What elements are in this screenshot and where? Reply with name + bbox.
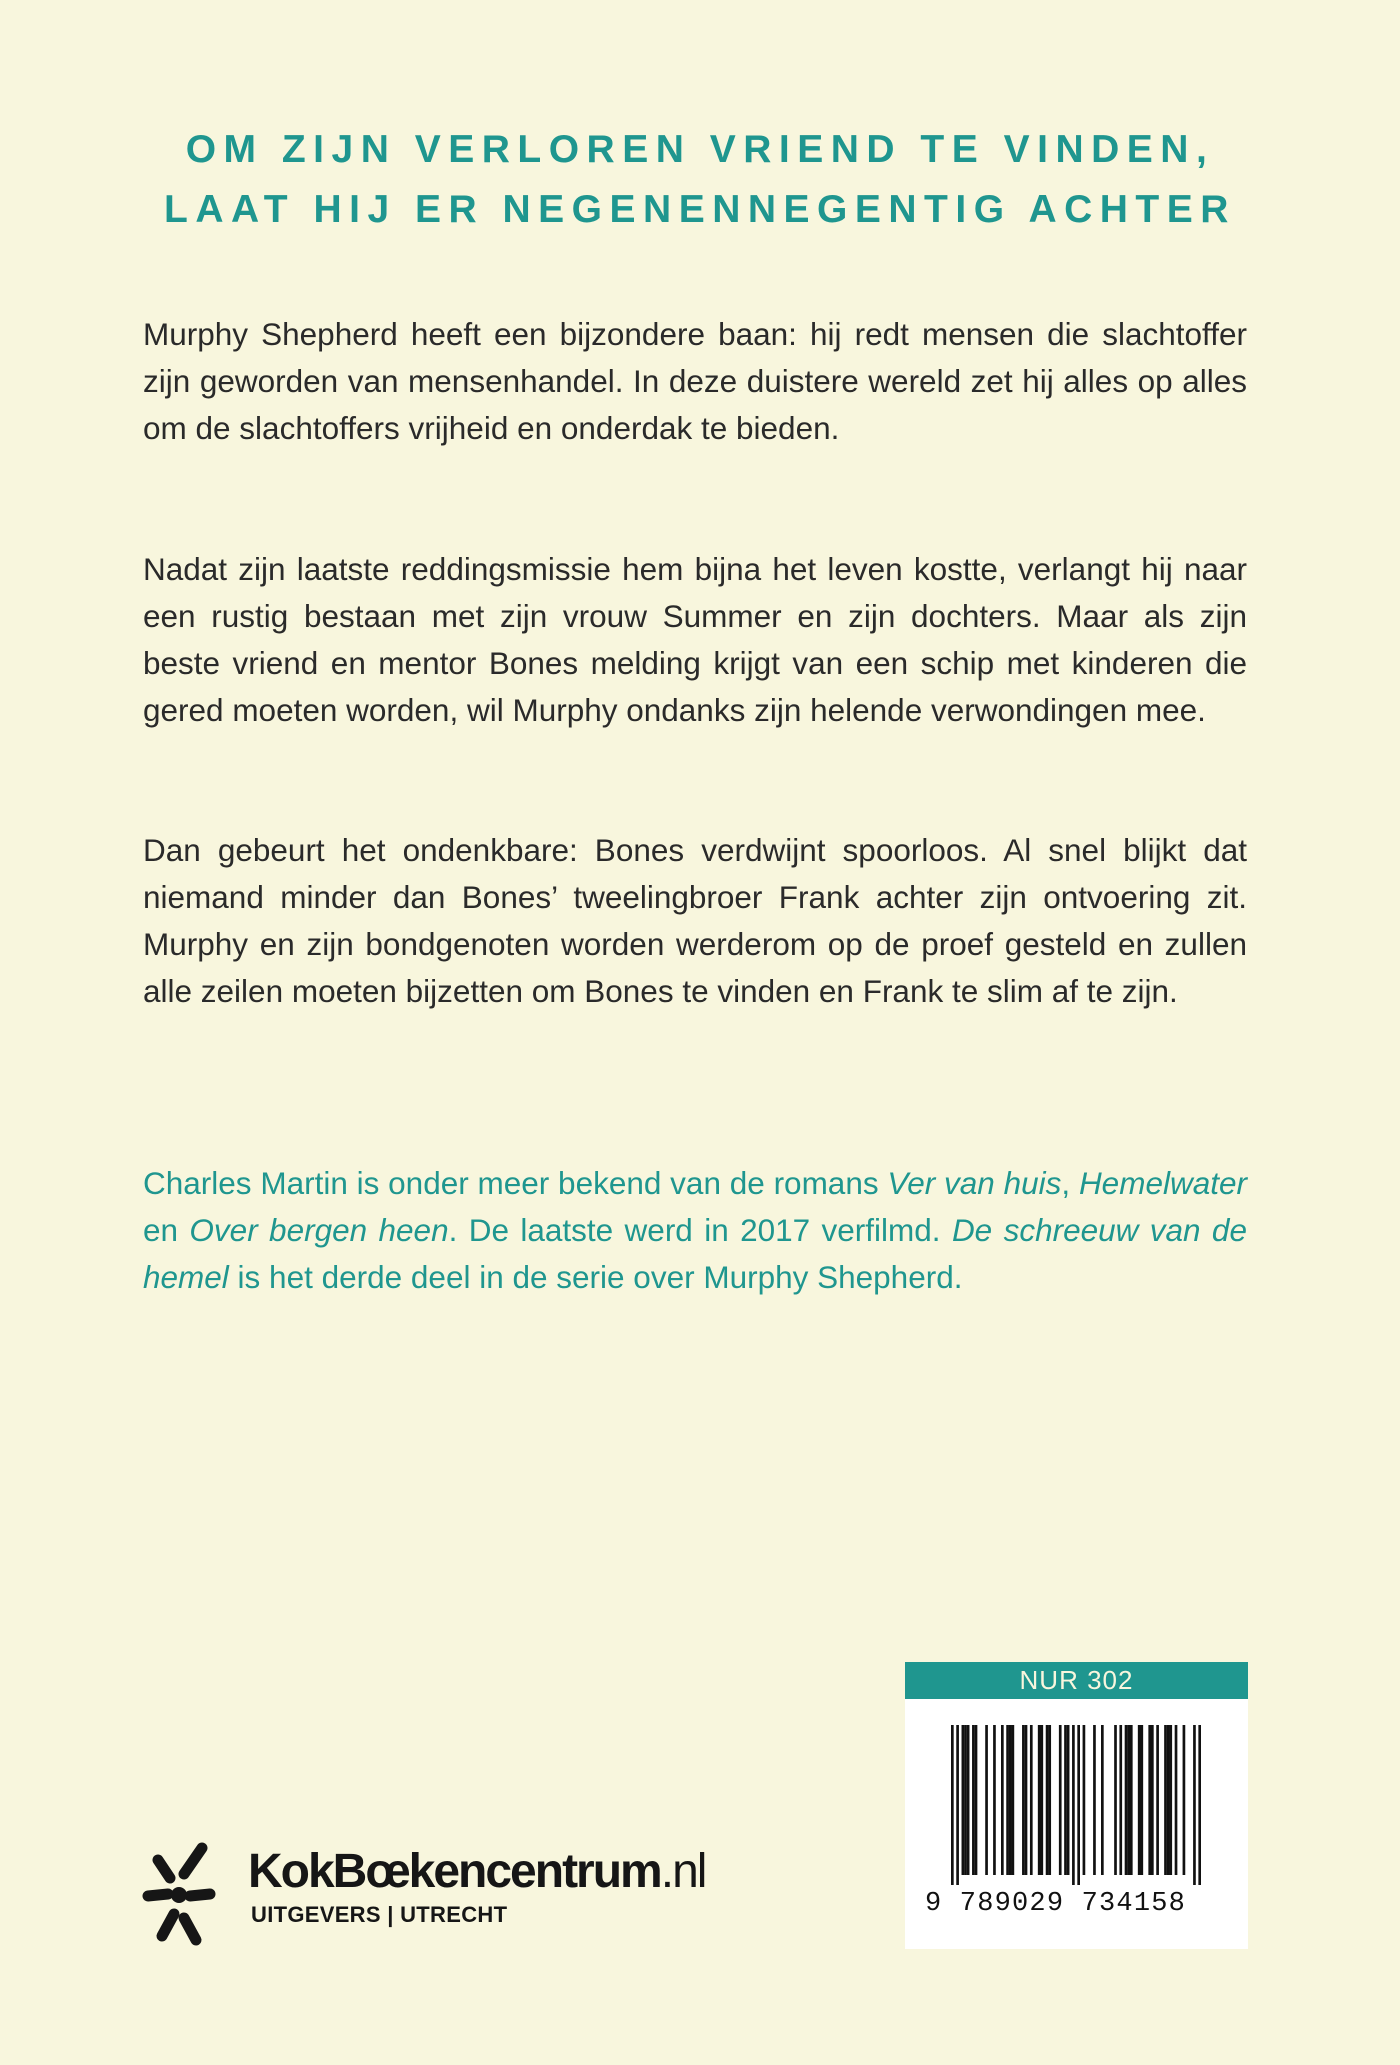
barcode-bar	[1048, 1725, 1051, 1875]
barcode-bar	[1038, 1725, 1041, 1875]
barcode-bar	[1001, 1725, 1004, 1875]
barcode-bar	[962, 1725, 965, 1875]
publisher-name-text: KokBœkencentrum	[248, 1845, 661, 1898]
barcode-bar	[1156, 1725, 1159, 1875]
barcode-icon	[951, 1725, 1201, 1885]
barcode-bar	[1040, 1725, 1043, 1875]
barcode-bar	[1025, 1725, 1028, 1875]
barcode-bar	[985, 1725, 988, 1875]
barcode-bar	[1077, 1725, 1080, 1885]
barcode-bar	[964, 1725, 967, 1875]
barcode-bar	[951, 1725, 954, 1885]
book-title-de-schreeuw-van-de-hemel: De schreeuw van de hemel	[143, 1212, 1247, 1295]
author-bio-text: Charles Martin is onder meer bekend van de romans	[143, 1165, 888, 1201]
barcode-bar	[1006, 1725, 1009, 1875]
barcode-bar	[1125, 1725, 1128, 1875]
barcode-bar	[967, 1725, 970, 1875]
barcode-bar	[956, 1725, 959, 1885]
barcode-bar	[975, 1725, 978, 1875]
barcode-box	[905, 1699, 1248, 1949]
barcode-bar	[1169, 1725, 1172, 1875]
barcode-bar	[1114, 1725, 1117, 1875]
description-paragraph-2: Nadat zijn laatste reddingsmissie hem bijna het leven kostte, verlangt hij naar een rustig bestaan met zijn vrouw Summer en zijn dochters. Maar als zijn beste vriend en mentor Bones melding krijgt van een schip met kinderen die gered moeten worden, wil Murphy ondanks zijn helende verwondingen mee.	[143, 551, 1247, 728]
barcode-bar	[1067, 1725, 1070, 1875]
barcode-bar	[1138, 1725, 1141, 1875]
barcode-bar	[1030, 1725, 1033, 1875]
barcode-bar	[1183, 1725, 1186, 1875]
barcode-bar	[972, 1725, 975, 1875]
book-title-hemelwater: Hemelwater	[1078, 1165, 1247, 1201]
description-paragraph-1: Murphy Shepherd heeft een bijzondere baan: hij redt mensen die slachtoffer zijn geworden van mensenhandel. In deze duistere wereld zet hij alles op alles om de slachtoffers vrijheid en onderdak te bieden.	[143, 316, 1247, 446]
author-bio-text: en	[143, 1212, 190, 1248]
book-title-over-bergen-heen: Over bergen heen	[189, 1212, 449, 1248]
author-bio-text: ,	[1061, 1165, 1079, 1201]
kokboekencentrum-logo-mark-icon	[140, 1838, 220, 1950]
barcode-bar	[1022, 1725, 1025, 1875]
barcode-bar	[1151, 1725, 1154, 1875]
barcode-bar	[1009, 1725, 1012, 1875]
publisher-subtitle: UITGEVERS | UTRECHT	[251, 1902, 508, 1927]
barcode-bar	[1072, 1725, 1075, 1885]
author-bio-text: is het derde deel in de serie over Murphy Shepherd.	[228, 1259, 963, 1295]
barcode-bar	[1130, 1725, 1133, 1875]
barcode-bar	[1167, 1725, 1170, 1875]
barcode-bar	[1193, 1725, 1196, 1885]
description-paragraph-3: Dan gebeurt het ondenkbare: Bones verdwijnt spoorloos. Al snel blijkt dat niemand minder dan Bones’ tweelingbroer Frank achter zijn ontvoering zit. Murphy en zijn bondgenoten worden werderom op de proef gesteld en zullen alle zeilen moeten bijzetten om Bones te vinden en Frank te slim af te zijn.	[143, 832, 1247, 1009]
barcode-bar	[1198, 1725, 1201, 1885]
headline-line-2: LAAT HIJ ER NEGENENNEGENTIG ACHTER	[164, 188, 1236, 231]
barcode-bar	[1127, 1725, 1130, 1875]
barcode-bar	[1093, 1725, 1096, 1875]
barcode-bar	[1119, 1725, 1122, 1875]
barcode-bar	[1175, 1725, 1178, 1875]
barcode-bar	[993, 1725, 996, 1875]
isbn-number: 9 789029 734158	[925, 1889, 1187, 1919]
book-title-ver-van-huis: Ver van huis	[887, 1165, 1062, 1201]
barcode-bar	[1012, 1725, 1015, 1875]
barcode-bar	[1101, 1725, 1104, 1875]
barcode-bar	[1064, 1725, 1067, 1875]
publisher-domain: .nl	[660, 1845, 706, 1898]
author-bio-text: . De laatste werd in 2017 verfilmd.	[448, 1212, 952, 1248]
barcode-bar	[1046, 1725, 1049, 1875]
barcode-bar	[1140, 1725, 1143, 1875]
headline-line-1: OM ZIJN VERLOREN VRIEND TE VINDEN,	[185, 128, 1215, 171]
barcode-bar	[1083, 1725, 1086, 1875]
barcode-bar	[1059, 1725, 1062, 1875]
headline	[0, 120, 1400, 240]
nur-label: NUR 302	[905, 1662, 1248, 1699]
barcode-bar	[1164, 1725, 1167, 1875]
barcode-bar	[1148, 1725, 1151, 1875]
publisher-name	[248, 1844, 705, 1899]
author-bio	[143, 1160, 1247, 1301]
